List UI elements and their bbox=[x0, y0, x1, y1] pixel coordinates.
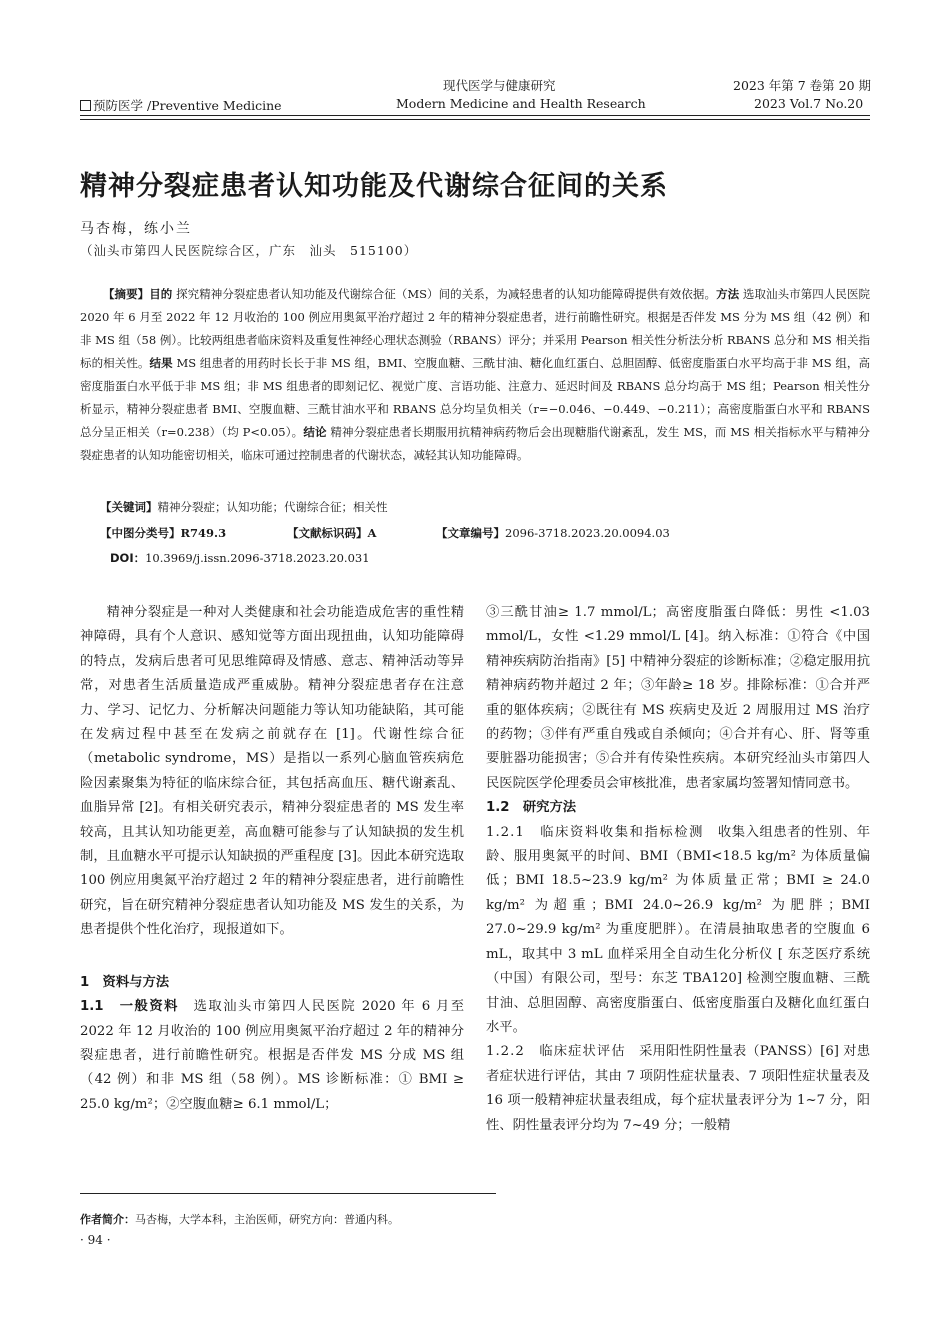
doi-value: 10.3969/j.issn.2096-3718.2023.20.031 bbox=[145, 551, 370, 565]
issue-cn: 2023 年第 7 卷第 20 期 bbox=[733, 78, 872, 93]
intro-paragraph: 精神分裂症是一种对人类健康和社会功能造成危害的重性精神障碍，具有个人意识、感知觉等方面出现扭曲，认知功能障碍的特点，发病后患者可见思维障碍及情感、意志、精神活动等异常，对患者生活质量造成严重威胁。精神分裂症患者存在注意力、学习、记忆力、分析解决问题能力等认知功能缺陷，其可能在发病过程中甚至在发病之前就存在 [1]。代谢性综合征（metabolic syndrome，MS）是指以一系列心脑血管疾病危险因素聚集为特征的临床综合征，其包括高血压、糖代谢紊乱、血脂异常 [2]。有相关研究表示，精神分裂症患者的 MS 发生率较高，且其认知功能更差，高血糖可能参与了认知缺损的发生机制，且血糖水平可提示认知缺损的严重程度 [3]。因此本研究选取 100 例应用奥氮平治疗超过 2 年的精神分裂症患者，进行前瞻性研究，旨在研究精神分裂症患者认知功能及 MS 发生的关系，为患者提供个性化治疗，现报道如下。 bbox=[80, 605, 464, 938]
section-text: 预防医学 /Preventive Medicine bbox=[93, 98, 282, 113]
left-column bbox=[80, 601, 464, 1117]
section-1-2-1 bbox=[486, 821, 870, 1041]
doc-code-label: 【文献标识码】 bbox=[287, 526, 368, 540]
section-label bbox=[80, 96, 282, 114]
affiliation: （汕头市第四人民医院综合区，广东 汕头 515100） bbox=[80, 243, 418, 258]
keywords bbox=[100, 499, 388, 515]
section-1-1 bbox=[80, 995, 464, 1117]
doc-code bbox=[287, 525, 376, 541]
article-number-label: 【文章编号】 bbox=[436, 526, 505, 540]
page-number: · 94 · bbox=[80, 1233, 111, 1247]
section-1-1-text: 选取汕头市第四人民医院 2020 年 6 月至 2022 年 12 月收治的 100 例应用奥氮平治疗超过 2 年的精神分裂症患者，进行前瞻性研究。根据是否伴发 MS 分成 MS 组（42 例）和非 MS 组（58 例）。MS 诊断标准：① BMI ≥ 25.0 kg/m²；②空腹血糖≥ 6.1 mmol/L； bbox=[80, 999, 465, 1112]
clc-value: R749.3 bbox=[180, 526, 227, 540]
square-icon bbox=[80, 100, 91, 111]
doi-label: DOI： bbox=[110, 551, 146, 565]
section-1-2-1-heading: 1.2.1 临床资料收集和指标检测 bbox=[486, 824, 704, 840]
abstract-objective: 探究精神分裂症患者认知功能及代谢综合征（MS）间的关系，为减轻患者的认知功能障碍提供有效依据。 bbox=[176, 287, 717, 301]
section-1-1-heading: 1.1 一般资料 bbox=[80, 999, 179, 1015]
results-label: 结果 bbox=[149, 356, 173, 370]
article-title: 精神分裂症患者认知功能及代谢综合征间的关系 bbox=[80, 171, 668, 202]
header-rule-thin bbox=[80, 119, 870, 120]
section-1-2-heading: 1.2 研究方法 bbox=[486, 800, 577, 816]
journal-title-en: Modern Medicine and Health Research bbox=[396, 96, 646, 111]
authors: 马杏梅，练小兰 bbox=[80, 221, 192, 237]
abstract bbox=[80, 283, 870, 467]
doi bbox=[110, 550, 370, 566]
abstract-label: 【摘要】目的 bbox=[103, 287, 173, 301]
right-column bbox=[486, 601, 870, 1138]
keywords-text: 精神分裂症；认知功能；代谢综合征；相关性 bbox=[157, 500, 388, 514]
abstract-methods: 选取汕头市第四人民医院 2020 年 6 月至 2022 年 12 月收治的 100 例应用奥氮平治疗超过 2 年的精神分裂症患者，进行前瞻性研究。根据是否伴发 MS 分为 MS 组（42 例）和非 MS 组（58 例）。比较两组患者临床资料及重复性神经心理状态测验（RBANS）评分；并采用 Pearson 相关性分析法分析 RBANS 总分和 MS 相关指标的相关性。 bbox=[80, 287, 871, 370]
methods-label: 方法 bbox=[716, 287, 740, 301]
section-1-2-2-text: 采用阳性阴性量表（PANSS）[6] 对患者症状进行评估，其由 7 项阴性症状量表、7 项阳性症状量表及 16 项一般精神症状量表组成，每个症状量表评分为 1~7 分，阳性、阴性量表评分均为 7~49 分；一般精 bbox=[486, 1044, 870, 1133]
section-1-2-1-text: 收集入组患者的性别、年龄、服用奥氮平的时间、BMI（BMI<18.5 kg/m² 为体质量偏低；BMI 18.5~23.9 kg/m² 为体质量正常；BMI ≥ 24.0 kg/m² 为超重；BMI 24.0~26.9 kg/m² 为肥胖；BMI 27.0~29.9 kg/m² 为重度肥胖）。在清晨抽取患者的空腹血 6 mL，取其中 3 mL 血样采用全自动生化分析仪 [ 东芝医疗系统（中国）有限公司，型号：东芝 TBA120] 检测空腹血糖、三酰甘油、总胆固醇、高密度脂蛋白、低密度脂蛋白及糖化血红蛋白水平。 bbox=[486, 824, 871, 1035]
abstract-conclusion: 精神分裂症患者长期服用抗精神病药物后会出现糖脂代谢紊乱，发生 MS，而 MS 相关指标水平与精神分裂症患者的认知功能密切相关，临床可通过控制患者的代谢状态，减轻其认知功能障碍。 bbox=[80, 425, 870, 462]
criteria-paragraph: ③三酰甘油≥ 1.7 mmol/L；高密度脂蛋白降低：男性 <1.03 mmol/L，女性 <1.29 mmol/L [4]。纳入标准：①符合《中国精神疾病防治指南》[5] 中精神分裂症的诊断标准；②稳定服用抗精神病药物并超过 2 年；③年龄≥ 18 岁。排除标准：①合并严重的躯体疾病；②既往有 MS 疾病史及近 2 周服用过 MS 治疗的药物；③伴有严重自残或自杀倾向；④合并有心、肝、肾等重要脏器功能损害；⑤合并有传染性疾病。本研究经汕头市第四人民医院医学伦理委员会审核批准，患者家属均签署知情同意书。 bbox=[486, 605, 870, 791]
doc-code-value: A bbox=[367, 526, 377, 540]
article-number-value: 2096-3718.2023.20.0094.03 bbox=[505, 526, 670, 540]
author-bio-label: 作者简介： bbox=[80, 1213, 135, 1226]
clc-label: 【中图分类号】 bbox=[100, 526, 181, 540]
issue-en: 2023 Vol.7 No.20 bbox=[754, 96, 864, 111]
author-bio-text: 马杏梅，大学本科，主治医师，研究方向：普通内科。 bbox=[135, 1213, 399, 1226]
author-bio bbox=[80, 1211, 399, 1227]
section-1-heading: 1 资料与方法 bbox=[80, 974, 170, 990]
article-number bbox=[436, 525, 670, 541]
journal-title-cn: 现代医学与健康研究 bbox=[443, 78, 556, 93]
footnote-rule bbox=[80, 1193, 496, 1194]
abstract-results: MS 组患者的用药时长长于非 MS 组，BMI、空腹血糖、三酰甘油、糖化血红蛋白、总胆固醇、低密度脂蛋白水平均高于非 MS 组，高密度脂蛋白水平低于非 MS 组；非 MS 组患者的即刻记忆、视觉广度、言语功能、注意力、延迟时间及 RBANS 总分均高于 MS 组；Pearson 相关性分析显示，精神分裂症患者 BMI、空腹血糖、三酰甘油水平和 RBANS 总分均呈负相关（r=−0.046、−0.449、−0.211）；高密度脂蛋白水平和 RBANS 总分呈正相关（r=0.238）（均 P<0.05）。 bbox=[80, 356, 871, 439]
section-1-2-2-heading: 1.2.2 临床症状评估 bbox=[486, 1044, 626, 1060]
clc bbox=[100, 525, 226, 541]
header-rule bbox=[80, 115, 870, 116]
section-1-2-2 bbox=[486, 1040, 870, 1138]
keywords-label: 【关键词】 bbox=[100, 500, 158, 514]
conclusion-label: 结论 bbox=[303, 425, 327, 439]
